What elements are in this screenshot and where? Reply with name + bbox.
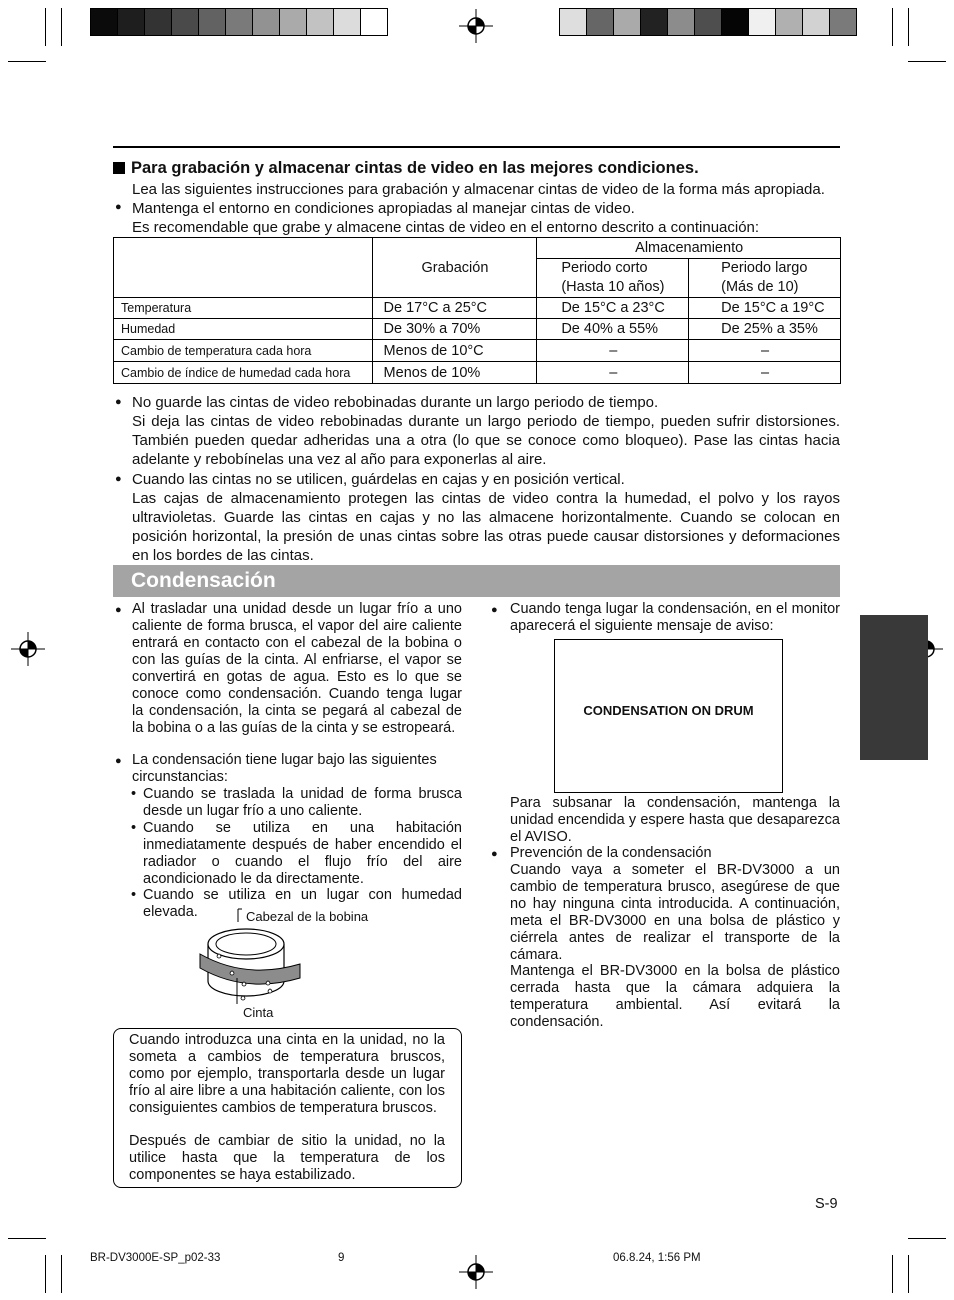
registration-mark-icon (459, 1255, 493, 1289)
figure-label-head: Cabezal de la bobina (246, 909, 369, 924)
bullet-icon: ● (491, 604, 498, 616)
table-cell-short: – (537, 340, 689, 362)
color-swatch (361, 9, 387, 35)
intro-lead: Lea las siguientes instrucciones para grabación y almacenar cintas de video de la forma más apropiada. (132, 181, 825, 198)
crop-mark (61, 1255, 62, 1293)
table-header-recording: Grabación (372, 238, 537, 298)
table-cell-long: – (689, 340, 841, 362)
square-bullet-icon (113, 162, 125, 174)
table-row (114, 319, 841, 340)
table-cell-recording: De 17°C a 25°C (372, 298, 537, 319)
bullet-icon: ● (115, 755, 122, 767)
condensation-right-paragraph-1: Cuando tenga lugar la condensación, en el monitor aparecerá el siguiente mensaje de aviso: (510, 601, 840, 634)
condensation-paragraph-2: La condensación tiene lugar bajo las siguientes circunstancias: (132, 752, 437, 785)
table-cell-short: De 15°C a 23°C (537, 298, 689, 319)
bullet-2-first: No guarde las cintas de video rebobinadas durante un largo periodo de tiempo. (132, 394, 659, 411)
table-cell-recording: Menos de 10% (372, 362, 537, 384)
color-swatch (91, 9, 118, 35)
bullet-1-line-1: Mantenga el entorno en condiciones apropiadas al manejar cintas de video. (132, 200, 635, 217)
bullet-2-rest: Si deja las cintas de video rebobinadas durante un largo periodo de tiempo, pueden sufrir distorsiones. También pueden quedar adheridas una a otra (lo que se conoce como bloqueo). Pase las cintas hacia adelante y rebobínelas una vez al año para exponerlas al aire. (132, 413, 840, 468)
bullet-icon: ● (115, 201, 122, 213)
color-swatch (334, 9, 361, 35)
sub-bullet-icon: • (131, 786, 137, 802)
section-title (113, 159, 699, 178)
color-swatch (199, 9, 226, 35)
sub-bullet-icon: • (131, 820, 137, 836)
crop-mark (908, 1238, 946, 1239)
sub-bullet-icon: • (131, 887, 137, 903)
crop-mark (45, 1255, 46, 1293)
crop-mark (892, 1255, 893, 1293)
registration-mark-icon (459, 9, 493, 43)
table-header-short-1: Periodo corto (561, 260, 648, 276)
table-row (114, 298, 841, 319)
crop-mark (908, 1255, 909, 1293)
crop-mark (8, 1238, 46, 1239)
condensation-paragraph-1: Al trasladar una unidad desde un lugar frío a uno caliente de forma brusca, el vapor del aire caliente entrará en contacto con el cabezal de la bobina o con las guías de la cinta. Al enfriarse, el vapor se convertirá en gotas de agua. Esto es lo que se conoce como condensación. Cuando tenga lugar la condensación, la cinta se pegará al cabezal de la bobina o a las guías de la cinta y se estropeará. (132, 601, 462, 736)
table-cell-label: Humedad (114, 319, 373, 340)
table-row (114, 362, 841, 384)
color-swatch (280, 9, 307, 35)
table-cell-recording: De 30% a 70% (372, 319, 537, 340)
table-header-long-1: Periodo largo (721, 260, 808, 276)
crop-mark (61, 8, 62, 46)
crop-mark (8, 61, 46, 62)
color-swatch (722, 9, 749, 35)
monitor-screen (554, 639, 783, 793)
crop-mark (45, 8, 46, 46)
table-cell-recording: Menos de 10°C (372, 340, 537, 362)
page-number: S-9 (815, 1196, 838, 1212)
color-swatch (226, 9, 253, 35)
color-swatch (118, 9, 145, 35)
table-header-short-2: (Hasta 10 años) (561, 279, 665, 295)
warning-text: Cuando introduzca una cinta en la unidad, no la someta a cambios de temperatura bruscos, como por ejemplo, transportarla desde un lugar frío al aire libre a una habitación caliente, con los consiguientes cambios de temperatura bruscos. (129, 1032, 445, 1116)
crop-mark (908, 8, 909, 46)
figure-label-tape: Cinta (243, 1005, 274, 1020)
table-row (114, 340, 841, 362)
condensation-title: Condensación (131, 569, 276, 592)
bullet-3-rest: Las cajas de almacenamiento protegen las cintas de video contra la humedad, el polvo y los rayos ultravioletas. Guarde las cintas en cajas y no las almacene horizontalmente. Cuando se colocan en posición horizontal, la presión de unas cintas sobre las otras puede causar distorsiones y deformaciones en los bordes de las cintas. (132, 490, 840, 564)
bullet-3-first: Cuando las cintas no se utilicen, guárdelas en cajas y en posición vertical. (132, 471, 625, 488)
table-header-long-2: (Más de 10) (721, 279, 799, 295)
table-cell-label: Cambio de temperatura cada hora (114, 340, 373, 362)
table-header-short (537, 259, 689, 298)
circumstance-3: Cuando se utiliza en un lugar con humedad elevada. (143, 887, 462, 920)
color-swatch (641, 9, 668, 35)
footer-file-name: BR-DV3000E-SP_p02-33 (90, 1252, 221, 1264)
color-swatch (749, 9, 776, 35)
color-swatch (145, 9, 172, 35)
bullet-icon: ● (115, 473, 122, 485)
color-calibration-bar-right (559, 8, 857, 36)
color-swatch (172, 9, 199, 35)
table-cell-long: – (689, 362, 841, 384)
table-cell-long: De 25% a 35% (689, 319, 841, 340)
prevention-paragraph: Cuando vaya a someter el BR-DV3000 a un cambio de temperatura brusco, asegúrese de que no hay ninguna cinta introducida. A continuación, meta el BR-DV3000 en una bolsa de plástico y ciérrela antes de realizar el transporte de la cámara. (510, 862, 840, 963)
circumstance-2: Cuando se utiliza en una habitación inmediatamente después de haber encendido el radiador o cuando el flujo frío del aire acondicionado le da directamente. (143, 820, 462, 887)
color-swatch (307, 9, 334, 35)
color-swatch (587, 9, 614, 35)
color-swatch (614, 9, 641, 35)
storage-conditions-table (113, 237, 841, 384)
color-calibration-bar-left (90, 8, 388, 36)
circumstance-1: Cuando se traslada la unidad de forma brusca desde un lugar frío a uno caliente. (143, 786, 462, 819)
table-header-long (689, 259, 841, 298)
section-title-text: Para grabación y almacenar cintas de video en las mejores condiciones. (131, 159, 699, 177)
table-cell-label: Temperatura (114, 298, 373, 319)
table-header-empty (114, 238, 373, 298)
table-cell-long: De 15°C a 19°C (689, 298, 841, 319)
table-header-storage: Almacenamiento (537, 238, 841, 259)
bullet-icon: ● (115, 604, 122, 616)
table-cell-short: – (537, 362, 689, 384)
color-swatch (668, 9, 695, 35)
crop-mark (908, 61, 946, 62)
bullet-icon: ● (491, 848, 498, 860)
prevention-title: Prevención de la condensación (510, 845, 712, 861)
table-cell-short: De 40% a 55% (537, 319, 689, 340)
prevention-paragraph-2: Mantenga el BR-DV3000 en la bolsa de plástico cerrada hasta que la cámara adquiera la temperatura ambiental. Así evitará la condensación. (510, 963, 840, 1030)
color-swatch (803, 9, 830, 35)
registration-mark-icon (11, 632, 45, 666)
table-cell-label: Cambio de índice de humedad cada hora (114, 362, 373, 384)
color-swatch (253, 9, 280, 35)
color-swatch (830, 9, 856, 35)
crop-mark (892, 8, 893, 46)
footer-sheet: 9 (338, 1252, 345, 1264)
color-swatch (695, 9, 722, 35)
bullet-1-line-2: Es recomendable que grabe y almacene cintas de video en el entorno descrito a continuación: (132, 219, 760, 236)
bullet-icon: ● (115, 396, 122, 408)
warning-text-2: Después de cambiar de sitio la unidad, no la utilice hasta que la temperatura de los componentes se haya estabilizado. (129, 1133, 445, 1183)
condensation-right-paragraph-2: Para subsanar la condensación, mantenga la unidad encendida y espere hasta que desaparezca el AVISO. (510, 795, 840, 845)
color-swatch (560, 9, 587, 35)
top-rule (113, 146, 840, 148)
footer-timestamp: 06.8.24, 1:56 PM (613, 1252, 701, 1264)
monitor-message: CONDENSATION ON DRUM (583, 703, 754, 718)
section-side-tab (860, 615, 928, 760)
color-swatch (776, 9, 803, 35)
